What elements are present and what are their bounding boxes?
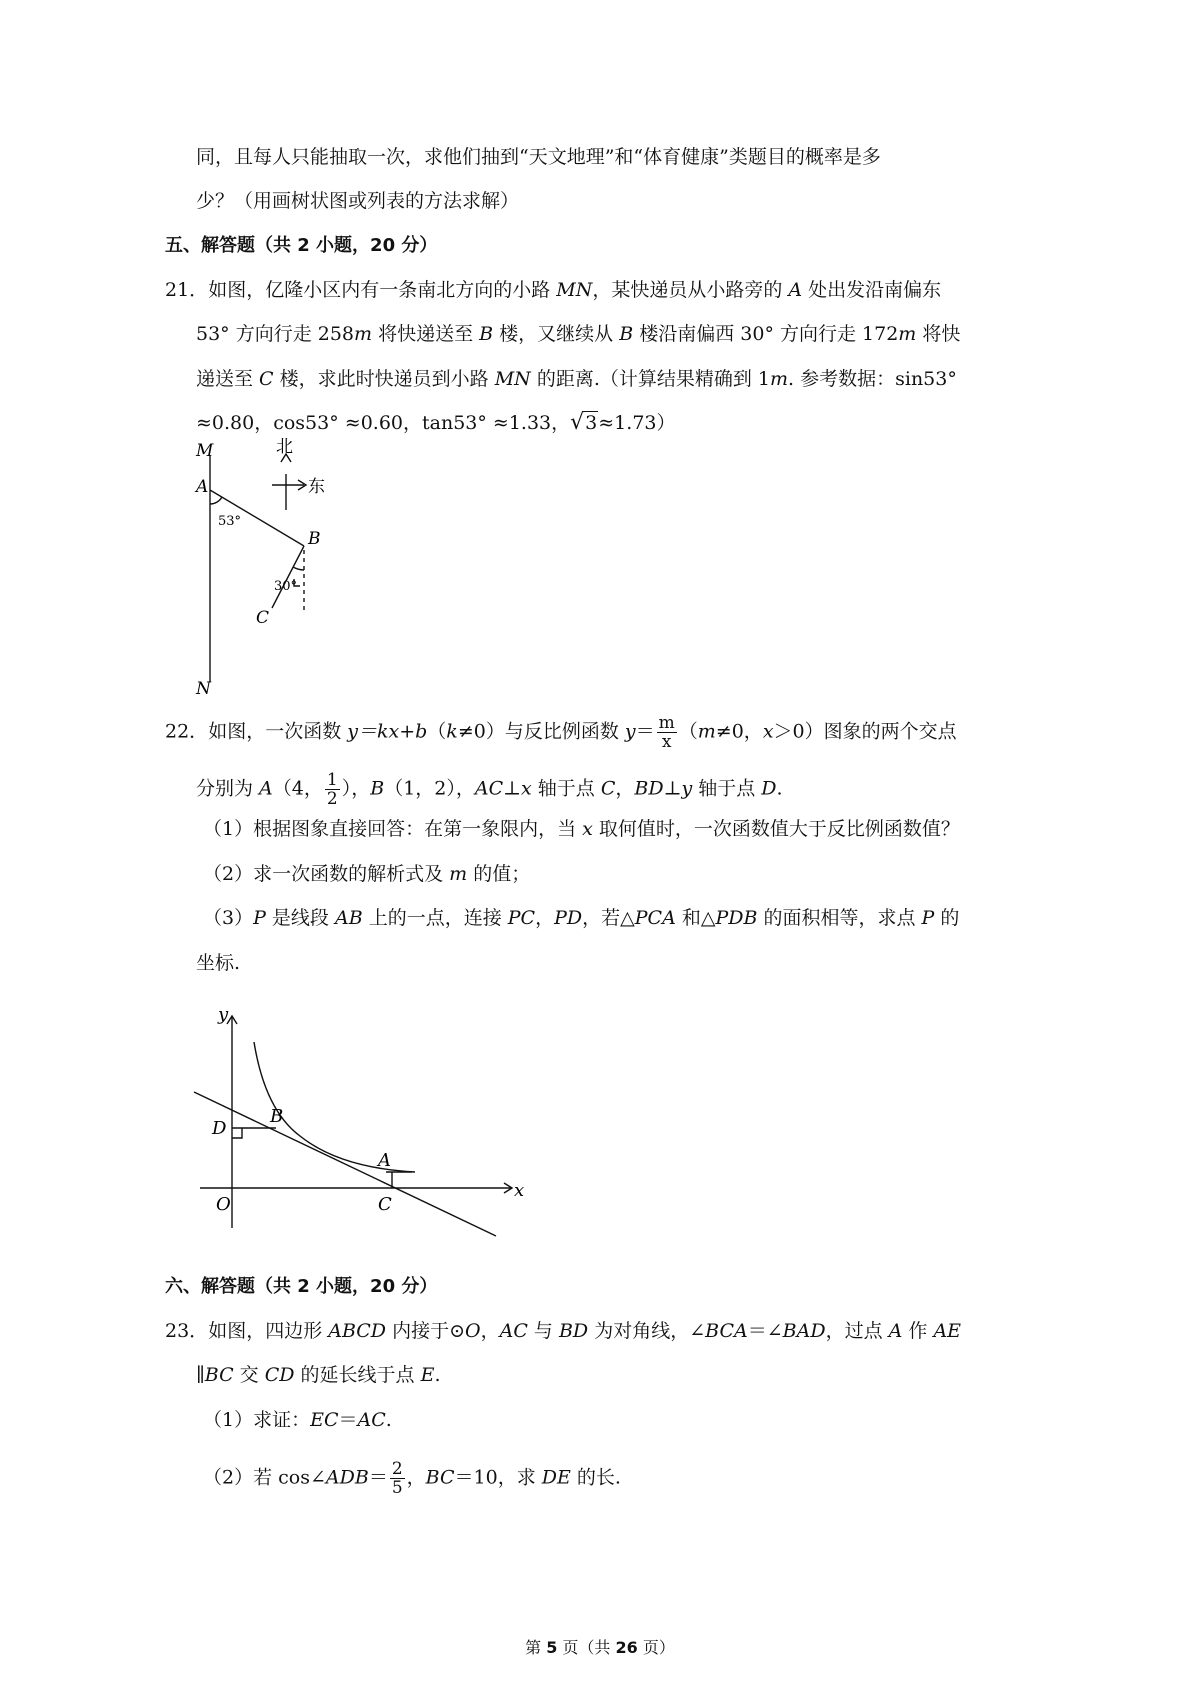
- fraction-two-fifths: $\frac{2}{5}$: [391, 1459, 403, 1498]
- q21-line-3: 递送至 C 楼，求此时快递员到小路 MN 的距离.（计算结果精确到 1m. 参考数据：sin53°: [196, 368, 957, 390]
- q20-line-1: 同，且每人只能抽取一次，求他们抽到“天文地理”和“体育健康”类题目的概率是多: [196, 146, 881, 168]
- fraction-one-half: $\frac{1}{2}$: [326, 770, 338, 809]
- q23-number: 23．: [165, 1320, 209, 1342]
- label-m: M: [196, 441, 214, 461]
- q23-line-2: ∥BC 交 CD 的延长线于点 E.: [196, 1364, 441, 1386]
- label-c: C: [256, 608, 270, 628]
- label-east: 东: [308, 477, 325, 497]
- axis-label-y: y: [218, 1004, 229, 1025]
- q22-line-last: 坐标.: [196, 952, 241, 974]
- axis-label-x: x: [514, 1180, 525, 1201]
- q22-figure: [190, 1000, 530, 1240]
- label-north: 北: [276, 438, 293, 457]
- right-angle-d: [232, 1128, 242, 1138]
- angle-53-arc: [210, 497, 222, 504]
- q23-part-1: （1）求证：EC＝AC.: [203, 1409, 392, 1431]
- q21-line-4: ≈0.80，cos53° ≈0.60，tan53° ≈1.33，√3≈1.73）: [196, 410, 676, 435]
- q20-line-2: 少？（用画树状图或列表的方法求解）: [196, 190, 520, 212]
- q22-part-2: （2）求一次函数的解析式及 m 的值；: [203, 863, 531, 885]
- q22-number: 22．: [165, 720, 209, 743]
- label-a: A: [378, 1150, 391, 1171]
- fraction-m-over-x: $\frac{m}{x}$: [658, 713, 675, 752]
- section-5-heading: 五、解答题（共 2 小题，20 分）: [165, 235, 438, 256]
- label-n: N: [196, 679, 211, 699]
- page-footer: 第 5 页（共 26 页）: [525, 1638, 675, 1657]
- q22-line-2: 分别为 A（4， $\frac{1}{2}$ ），B（1，2），AC⊥x 轴于点 C，BD⊥y 轴于点 D.: [196, 770, 783, 809]
- angle-30-arc: [293, 567, 304, 570]
- sqrt-3: √3: [570, 410, 598, 435]
- q22-part-3: （3）P 是线段 AB 上的一点，连接 PC，PD，若△PCA 和△PDB 的面积相等，求点 P 的: [203, 907, 960, 929]
- label-b: B: [270, 1106, 284, 1127]
- q21-figure: [190, 438, 350, 700]
- label-angle-30: 30°: [274, 579, 298, 594]
- label-angle-53: 53°: [218, 514, 242, 529]
- linear-function-line: [194, 1092, 496, 1236]
- q21-number: 21．: [165, 279, 209, 301]
- q23-part-2: （2）若 cos∠ADB＝ $\frac{2}{5}$ ，BC＝10，求 DE 的长.: [203, 1459, 621, 1498]
- label-a: A: [196, 477, 209, 497]
- q23-line-1: 23．如图，四边形 ABCD 内接于⊙O，AC 与 BD 为对角线，∠BCA＝∠BAD，过点 A 作 AE: [165, 1320, 962, 1342]
- label-d: D: [212, 1118, 227, 1139]
- q21-line-1: 21．如图，亿隆小区内有一条南北方向的小路 MN，某快递员从小路旁的 A 处出发沿南偏东: [165, 279, 942, 301]
- page-number: 5: [546, 1638, 558, 1657]
- q22-line-1: 22．如图，一次函数 y＝kx+b（k≠0）与反比例函数 y＝ $\frac{m}{x}$ （m≠0，x＞0）图象的两个交点: [165, 713, 957, 752]
- page-total: 26: [615, 1638, 638, 1657]
- label-b: B: [308, 529, 321, 549]
- label-o: O: [216, 1194, 231, 1215]
- q22-part-1: （1）根据图象直接回答：在第一象限内，当 x 取何值时，一次函数值大于反比例函数值？: [203, 818, 960, 840]
- path-bc: [272, 546, 304, 608]
- q21-line-2: 53° 方向行走 258m 将快递送至 B 楼，又继续从 B 楼沿南偏西 30° 方向行走 172m 将快: [196, 323, 961, 345]
- section-6-heading: 六、解答题（共 2 小题，20 分）: [165, 1276, 438, 1297]
- label-c: C: [378, 1194, 392, 1215]
